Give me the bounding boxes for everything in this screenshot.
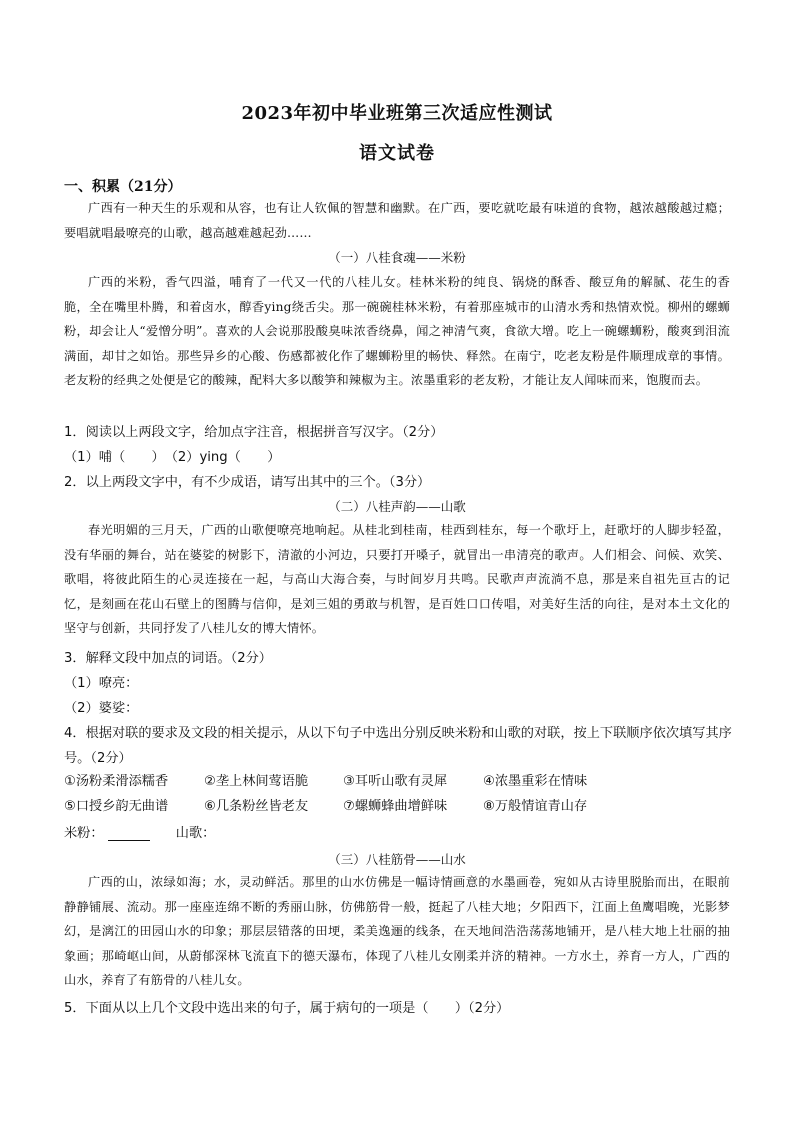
answer-mifen-label: 米粉： (64, 826, 104, 841)
part3-paragraph: 广西的山，浓绿如海；水，灵动鲜活。那里的山水仿佛是一幅诗情画意的水墨画卷，宛如从古诗里脱胎而出，在眼前静静铺展、流动。那一座座连绵不断的秀丽山脉，仿佛筋骨一般，挺起了八桂大地；夕阳西下，江面上鱼鹰唱晚，光影梦幻，是漓江的田园山水的印象；那层层错落的田埂，柔美逸逦的线条，在天地间浩浩荡荡地铺开，是八桂大地上壮丽的抽象画；那崎岖山间，从蔚郁深林飞流直下的德天瀑布，体现了八桂儿女刚柔并济的精神。一方水土，养育一方人，广西的山水，养育了有筋骨的八桂儿女。 (64, 875, 730, 988)
option-4: ④浓墨重彩在情味 (483, 774, 588, 789)
section-heading: 一、积累（21分） (64, 179, 182, 195)
question-3: 3．解释文段中加点的词语。（2分） (64, 651, 272, 666)
option-8: ⑧万般情谊青山存 (483, 799, 588, 814)
answer-shange-label: 山歌： (175, 826, 216, 841)
option-2: ②垄上林间莺语脆 (204, 774, 309, 789)
part3-title: （三）八桂筋骨——山水 (328, 852, 466, 867)
part2-paragraph: 春光明媚的三月天，广西的山歌便嘹亮地响起。从桂北到桂南，桂西到桂东，每一个歌圩上，赶歌圩的人脚步轻盈，没有华丽的舞台，站在婆娑的树影下，清澈的小河边，只要打开嗓子，就冒出一串清亮的歌声。人们相会、问候、欢笑、歌唱，将彼此陌生的心灵连接在一起，与高山大海合奏，与时间岁月共鸣。民歌声声流淌不息，那是来自祖先亘古的记忆，是刻画在花山石壁上的图腾与信仰，是刘三姐的勇敢与机智，是百姓口口传唱，对美好生活的向往，是对本土文化的坚守与创新，共同抒发了八桂儿女的博大情怀。 (64, 523, 730, 636)
question-2: 2．以上两段文字中，有不少成语，请写出其中的三个。（3分） (64, 475, 431, 490)
option-6: ⑥几条粉丝皆老友 (204, 799, 309, 814)
option-1: ①汤粉柔滑添糯香 (64, 774, 169, 789)
part1-paragraph: 广西的米粉，香气四溢，哺育了一代又一代的八桂儿女。桂林米粉的纯良、锅烧的酥香、酸豆角的解腻、花生的香脆，全在嘴里朴腾，和着卤水，醇香ying绕舌尖。那一碗碗桂林米粉，有着那座城市的山清水秀和热情欢悦。柳州的螺蛳粉，却会让人“爱憎分明”。喜欢的人会说那股酸臭味浓香绕鼻，闻之神清气爽，食欲大增。吃上一碗螺蛳粉，酸爽到泪流满面，却甘之如饴。那些异乡的心酸、伤感都被化作了螺蛳粉里的畅快、释然。在南宁，吃老友粉是件顺理成章的事情。老友粉的经典之处便是它的酸辣，配料大多以酸笋和辣椒为主。浓墨重彩的老友粉，才能让友人闻味而来，饱腹而去。 (64, 275, 730, 388)
option-7: ⑦螺蛳蜂曲增鲜味 (343, 799, 448, 814)
question-1: 1．阅读以上两段文字，给加点字注音，根据拼音写汉字。（2分） (64, 425, 444, 440)
exam-title: 2023年初中毕业班第三次适应性测试 (241, 103, 553, 124)
question-3-a: （1）嘹亮： (64, 676, 139, 691)
option-5: ⑤口授乡韵无曲谱 (64, 799, 169, 814)
intro-paragraph: 广西有一种天生的乐观和从容，也有让人钦佩的智慧和幽默。在广西，要吃就吃最有味道的食物，越浓越酸越过瘾；要唱就唱最嘹亮的山歌，越高越难越起劲…… (64, 201, 730, 240)
part1-title: （一）八桂食魂——米粉 (328, 250, 466, 265)
answer-line (64, 822, 215, 841)
question-4: 4．根据对联的要求及文段的相关提示，从以下句子中选出分别反映米粉和山歌的对联，按上下联顺序依次填写其序号。（2分） (64, 726, 732, 766)
exam-subtitle: 语文试卷 (359, 143, 435, 164)
answer-mifen-blank[interactable] (108, 826, 150, 841)
question-5: 5．下面从以上几个文段中选出来的句子，属于病句的一项是（ ）（2分） (64, 1001, 510, 1016)
option-3: ③耳听山歌有灵犀 (343, 774, 448, 789)
question-1-items: （1）哺（ ） （2）ying（ ） (64, 450, 281, 465)
question-3-b: （2）婆娑： (64, 701, 139, 716)
part2-title: （二）八桂声韵——山歌 (328, 499, 466, 514)
